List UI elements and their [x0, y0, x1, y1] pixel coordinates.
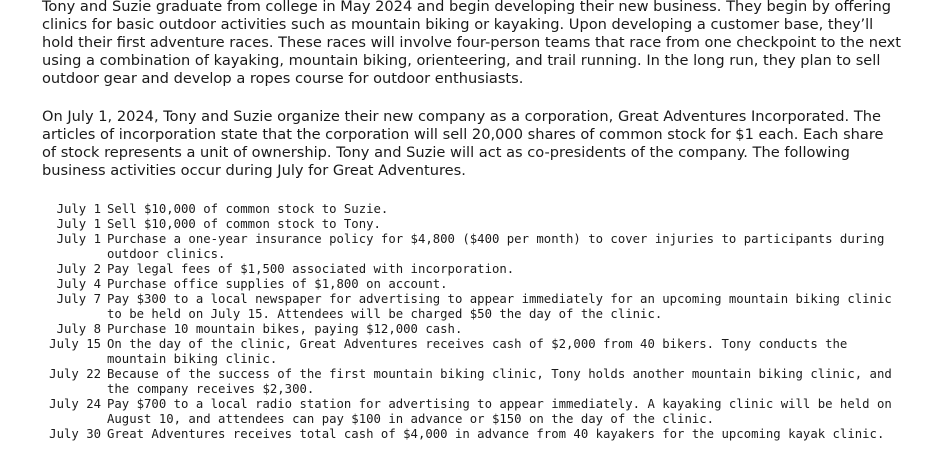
activity-description: Purchase 10 mountain bikes, paying $12,000 cash.: [107, 322, 463, 336]
activity-date: July 2: [56, 262, 101, 276]
activity-description: Pay $700 to a local radio station for advertising to appear immediately. A kayaking clinic will be held on August 10, and attendees can pay $100 in advance or $150 on the day of the clinic.: [107, 397, 892, 426]
activity-date: July 1: [56, 232, 101, 246]
activity-description: Because of the success of the first mountain biking clinic, Tony holds another mountain biking clinic, and the company receives $2,300.: [107, 367, 892, 396]
activity-date: July 1: [56, 202, 101, 216]
list-item: [0, 322, 936, 337]
list-item: [0, 217, 936, 232]
activity-description: Sell $10,000 of common stock to Tony.: [107, 217, 381, 231]
activity-description: Sell $10,000 of common stock to Suzie.: [107, 202, 389, 216]
activity-description: Pay legal fees of $1,500 associated with incorporation.: [107, 262, 515, 276]
list-item: [0, 337, 936, 367]
list-item: [0, 397, 936, 427]
activity-description: Pay $300 to a local newspaper for advertising to appear immediately for an upcoming mountain biking clinic to be held on July 15. Attendees will be charged $50 the day of the clinic.: [107, 292, 892, 321]
activity-date: July 7: [56, 292, 101, 306]
activity-description: Purchase a one-year insurance policy for $4,800 ($400 per month) to cover injuries to participants during outdoor clinics.: [107, 232, 885, 261]
activity-date: July 30: [49, 427, 101, 441]
activity-date: July 1: [56, 217, 101, 231]
list-item: [0, 277, 936, 292]
activity-date: July 4: [56, 277, 101, 291]
activity-description: Great Adventures receives total cash of $4,000 in advance from 40 kayakers for the upcoming kayak clinic.: [107, 427, 885, 441]
list-item: [0, 262, 936, 277]
intro-paragraph-1: Tony and Suzie graduate from college in May 2024 and begin developing their new business. They begin by offering clinics for basic outdoor activities such as mountain biking or kayaking. Upon developing a customer base, they’ll hold their first adventure races. These races will involve four-person teams that race from one checkpoint to the next using a combination of kayaking, mountain biking, orienteering, and trail running. In the long run, they plan to sell outdoor gear and develop a ropes course for outdoor enthusiasts.: [42, 0, 902, 87]
list-item: [0, 232, 936, 262]
activity-date: July 24: [49, 397, 101, 411]
list-item: [0, 292, 936, 322]
activities-list: [0, 202, 936, 442]
list-item: [0, 367, 936, 397]
activity-description: On the day of the clinic, Great Adventures receives cash of $2,000 from 40 bikers. Tony conducts the mountain biking clinic.: [107, 337, 848, 366]
intro-paragraph-2: On July 1, 2024, Tony and Suzie organize their new company as a corporation, Great Adventures Incorporated. The articles of incorporation state that the corporation will sell 20,000 shares of common stock for $1 each. Each share of stock represents a unit of ownership. Tony and Suzie will act as co-presidents of the company. The following business activities occur during July for Great Adventures.: [42, 108, 884, 179]
list-item: [0, 202, 936, 217]
list-item: [0, 427, 936, 442]
activity-date: July 8: [56, 322, 101, 336]
activity-date: July 15: [49, 337, 101, 351]
activity-date: July 22: [49, 367, 101, 381]
activity-description: Purchase office supplies of $1,800 on account.: [107, 277, 448, 291]
